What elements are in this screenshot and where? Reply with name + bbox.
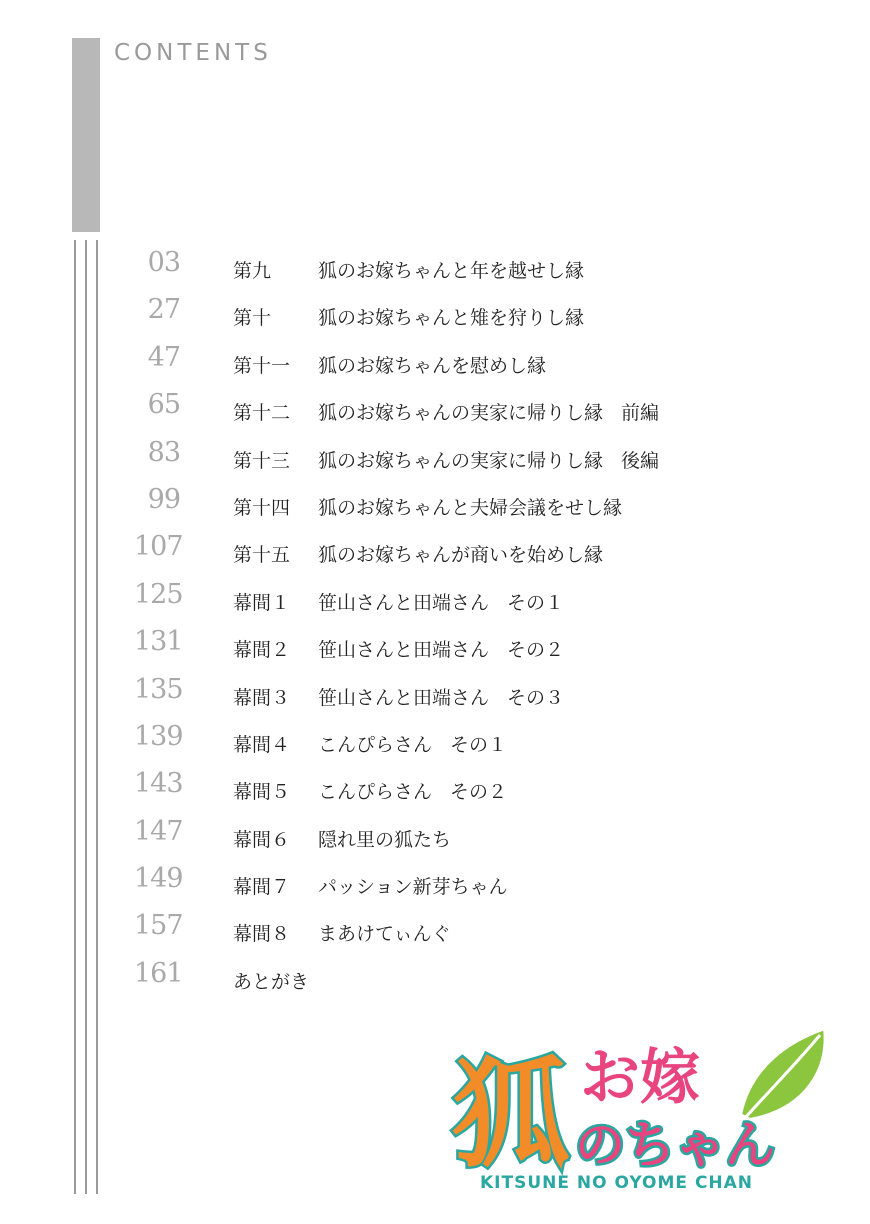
toc-title-text: 狐のお嫁ちゃんと年を越せし縁 [318,260,585,282]
toc-page-number: 143 [134,768,183,800]
toc-title-suffix: その２ [450,781,508,804]
toc-chapter-label: 第十一 [233,354,291,377]
toc-chapter-label: 幕間３ [233,686,291,709]
toc-title [318,398,659,425]
toc-page-number: 03 [147,247,180,278]
toc-row [0,529,870,576]
toc-page-number: 47 [147,341,180,373]
toc-chapter-label: 第十三 [233,449,291,472]
toc-row [0,577,870,624]
toc-page-number: 27 [147,294,180,326]
toc-title-text: 狐のお嫁ちゃんの実家に帰りし縁 [318,449,604,472]
toc-chapter-label: 幕間７ [233,876,291,899]
toc-title-suffix: 前編 [621,402,660,425]
toc-title [318,303,584,330]
header-accent-bar [72,38,100,232]
toc-title-text: パッション新芽ちゃん [318,876,508,899]
toc-row [0,245,870,292]
toc-title-text: まあけてぃんぐ [318,923,451,946]
toc-title [318,351,546,378]
toc-title-text: 狐のお嫁ちゃんと雉を狩りし縁 [318,307,585,330]
table-of-contents [0,245,870,1003]
title-logo [440,1020,840,1195]
toc-chapter-label: 第十二 [233,402,291,425]
toc-chapter-label: 幕間２ [233,639,291,662]
toc-title-text: 狐のお嫁ちゃんと夫婦会議をせし縁 [318,496,623,519]
toc-row [0,861,870,908]
toc-title-text: 狐のお嫁ちゃんが商いを始めし縁 [318,544,604,567]
logo-text-oyome: お嫁 [580,1043,700,1113]
toc-title-suffix: その１ [450,733,508,756]
toc-row [0,624,870,671]
logo-text-nochan: のちゃん [575,1116,775,1174]
toc-title-text: こんぴらさん [318,781,433,804]
toc-title [318,825,451,852]
toc-page-number: 83 [147,436,180,468]
toc-page-number: 99 [147,483,180,515]
toc-row [0,482,870,529]
logo-graphic [440,1020,840,1195]
toc-title-text: こんぴらさん [318,733,433,756]
toc-chapter-label: 幕間５ [233,781,291,804]
logo-romaji: KITSUNE NO OYOME CHAN [480,1173,754,1193]
toc-row [0,340,870,387]
toc-title [318,446,659,473]
toc-page-number: 161 [134,957,183,989]
toc-title [318,777,507,804]
logo-kanji-main: 狐 [452,1045,571,1183]
toc-chapter-label: 幕間６ [233,828,291,851]
toc-title-suffix: その１ [507,591,565,614]
toc-page-number: 107 [134,531,183,563]
toc-page-number: 157 [134,910,183,942]
toc-chapter-label: 第十 [233,307,272,330]
toc-title [318,256,584,283]
toc-chapter-label: 第十五 [233,544,291,567]
toc-title [318,493,622,520]
toc-row [0,435,870,482]
toc-chapter-label: 第九 [233,260,272,282]
toc-page-number: 125 [134,578,183,610]
toc-title [318,588,564,615]
toc-page-number: 135 [134,673,183,705]
toc-row [0,908,870,955]
toc-title-text: 隠れ里の狐たち [318,828,452,851]
toc-title-text: 笹山さんと田端さん [318,639,490,662]
toc-page-number: 131 [134,626,183,658]
toc-chapter-label: 幕間１ [233,591,291,614]
toc-title-suffix: 後編 [621,449,660,472]
toc-title [318,872,508,899]
toc-title-text: 狐のお嫁ちゃんの実家に帰りし縁 [318,402,604,425]
toc-row [0,719,870,766]
contents-heading: CONTENTS [114,40,272,66]
toc-page-number: 147 [134,815,183,847]
toc-title-text: 笹山さんと田端さん [318,686,490,709]
toc-title [318,635,564,662]
toc-row [0,956,870,1003]
toc-row [0,814,870,861]
toc-row [0,292,870,339]
toc-title-suffix: その２ [507,639,565,662]
toc-title [318,683,564,710]
toc-page-number: 139 [134,720,183,752]
toc-title-text: 笹山さんと田端さん [318,591,490,614]
toc-row [0,672,870,719]
toc-title-suffix: その３ [507,686,565,709]
toc-row [0,766,870,813]
toc-chapter-label: 第十四 [233,496,291,519]
toc-title [318,919,451,946]
toc-title [318,730,507,757]
toc-row [0,387,870,434]
toc-chapter-label: あとがき [233,970,310,993]
toc-page-number: 65 [147,389,180,421]
toc-title [318,540,603,567]
toc-chapter-label: 幕間８ [233,923,291,946]
toc-page-number: 149 [134,863,183,895]
toc-chapter-label: 幕間４ [233,733,291,756]
toc-title-text: 狐のお嫁ちゃんを慰めし縁 [318,354,547,377]
